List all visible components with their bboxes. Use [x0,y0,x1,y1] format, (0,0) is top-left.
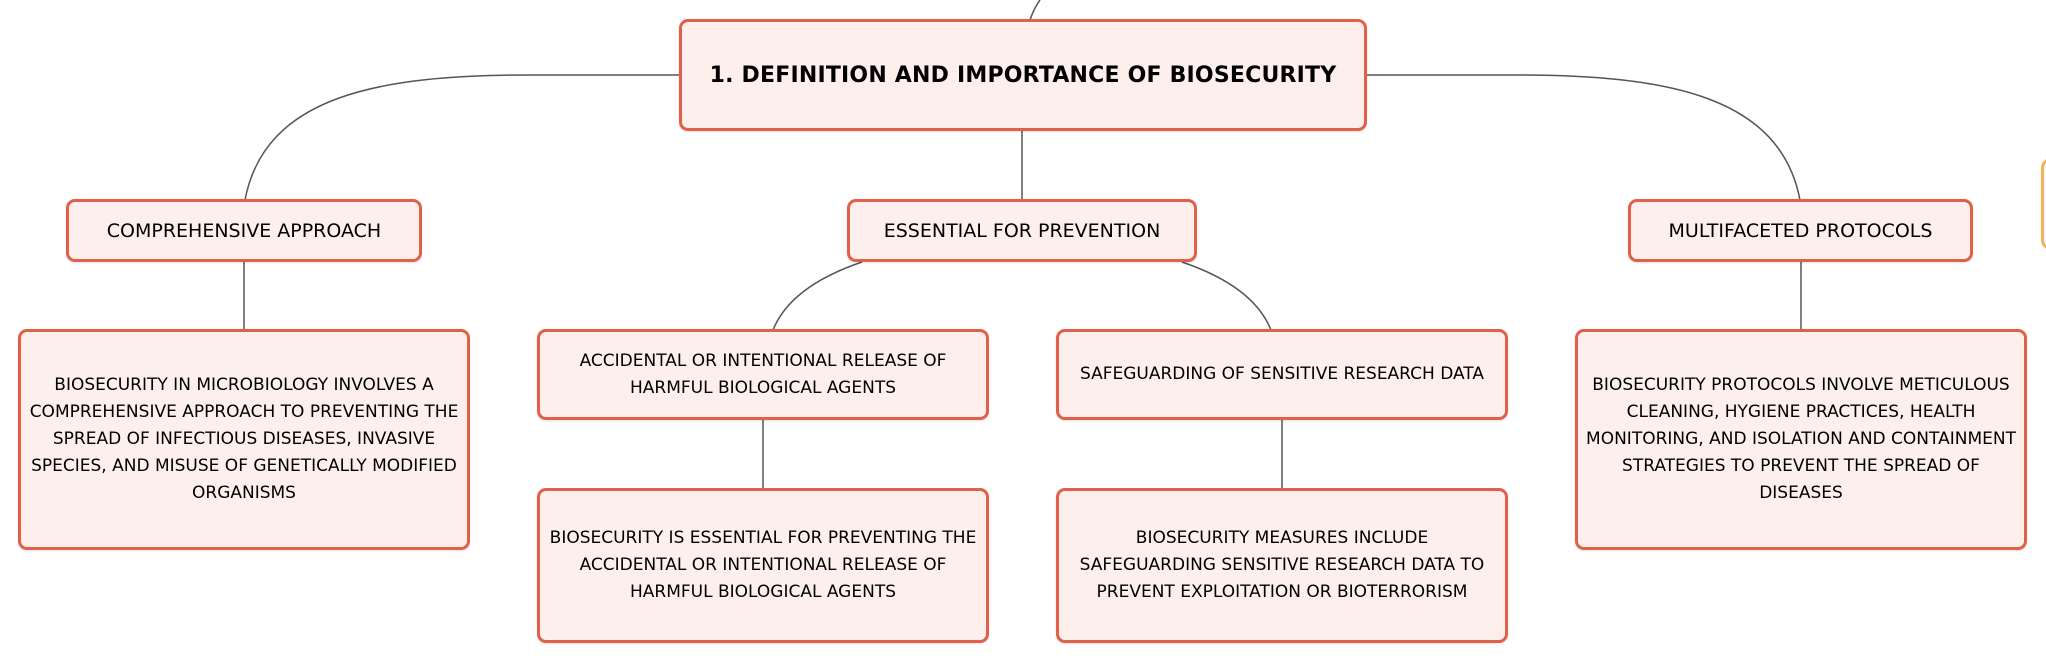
subtopic-release[interactable] [537,329,989,420]
connector-parent-to-root [1030,0,1040,20]
branch-multifaceted-protocols[interactable] [1628,199,1973,262]
branch-comprehensive-approach-label: COMPREHENSIVE APPROACH [106,219,382,242]
root-topic[interactable] [679,19,1367,131]
subtopic-safeguarding[interactable] [1056,329,1508,420]
connector-root-to-left [245,75,680,200]
detail-multifaceted-protocols-text: BIOSECURITY PROTOCOLS INVOLVE METICULOUS CLEANING, HYGIENE PRACTICES, HEALTH MONITORING, AND ISOLATION AND CONTAINMENT STRATEGIES TO PREVENT THE SPREAD OF DISEASES [1586,375,2016,503]
connector-middle-to-release [773,262,862,330]
root-topic-label: 1. DEFINITION AND IMPORTANCE OF BIOSECURITY [709,62,1337,88]
detail-release[interactable] [537,488,989,643]
detail-multifaceted-protocols[interactable] [1575,329,2027,550]
connector-middle-to-safeguard [1182,262,1271,330]
offscreen-node-edge[interactable] [2041,158,2046,250]
branch-comprehensive-approach[interactable] [66,199,422,262]
branch-multifaceted-protocols-label: MULTIFACETED PROTOCOLS [1668,219,1933,242]
connector-root-to-right [1366,75,1800,200]
detail-comprehensive-approach[interactable] [18,329,470,550]
detail-safeguarding[interactable] [1056,488,1508,643]
detail-comprehensive-approach-text: BIOSECURITY IN MICROBIOLOGY INVOLVES A COMPREHENSIVE APPROACH TO PREVENTING THE SPREAD OF INFECTIOUS DISEASES, INVASIVE SPECIES, AND MISUSE OF GENETICALLY MODIFIED ORGANISMS [29,375,459,503]
detail-safeguarding-text: BIOSECURITY MEASURES INCLUDE SAFEGUARDING SENSITIVE RESEARCH DATA TO PREVENT EXPLOITATION OR BIOTERRORISM [1079,528,1485,602]
branch-essential-for-prevention-label: ESSENTIAL FOR PREVENTION [883,219,1161,242]
branch-essential-for-prevention[interactable] [847,199,1197,262]
subtopic-safeguarding-label: SAFEGUARDING OF SENSITIVE RESEARCH DATA [1079,364,1485,384]
detail-release-text: BIOSECURITY IS ESSENTIAL FOR PREVENTING THE ACCIDENTAL OR INTENTIONAL RELEASE OF HARMFUL BIOLOGICAL AGENTS [549,528,977,602]
subtopic-release-label: ACCIDENTAL OR INTENTIONAL RELEASE OF HARMFUL BIOLOGICAL AGENTS [579,350,947,398]
